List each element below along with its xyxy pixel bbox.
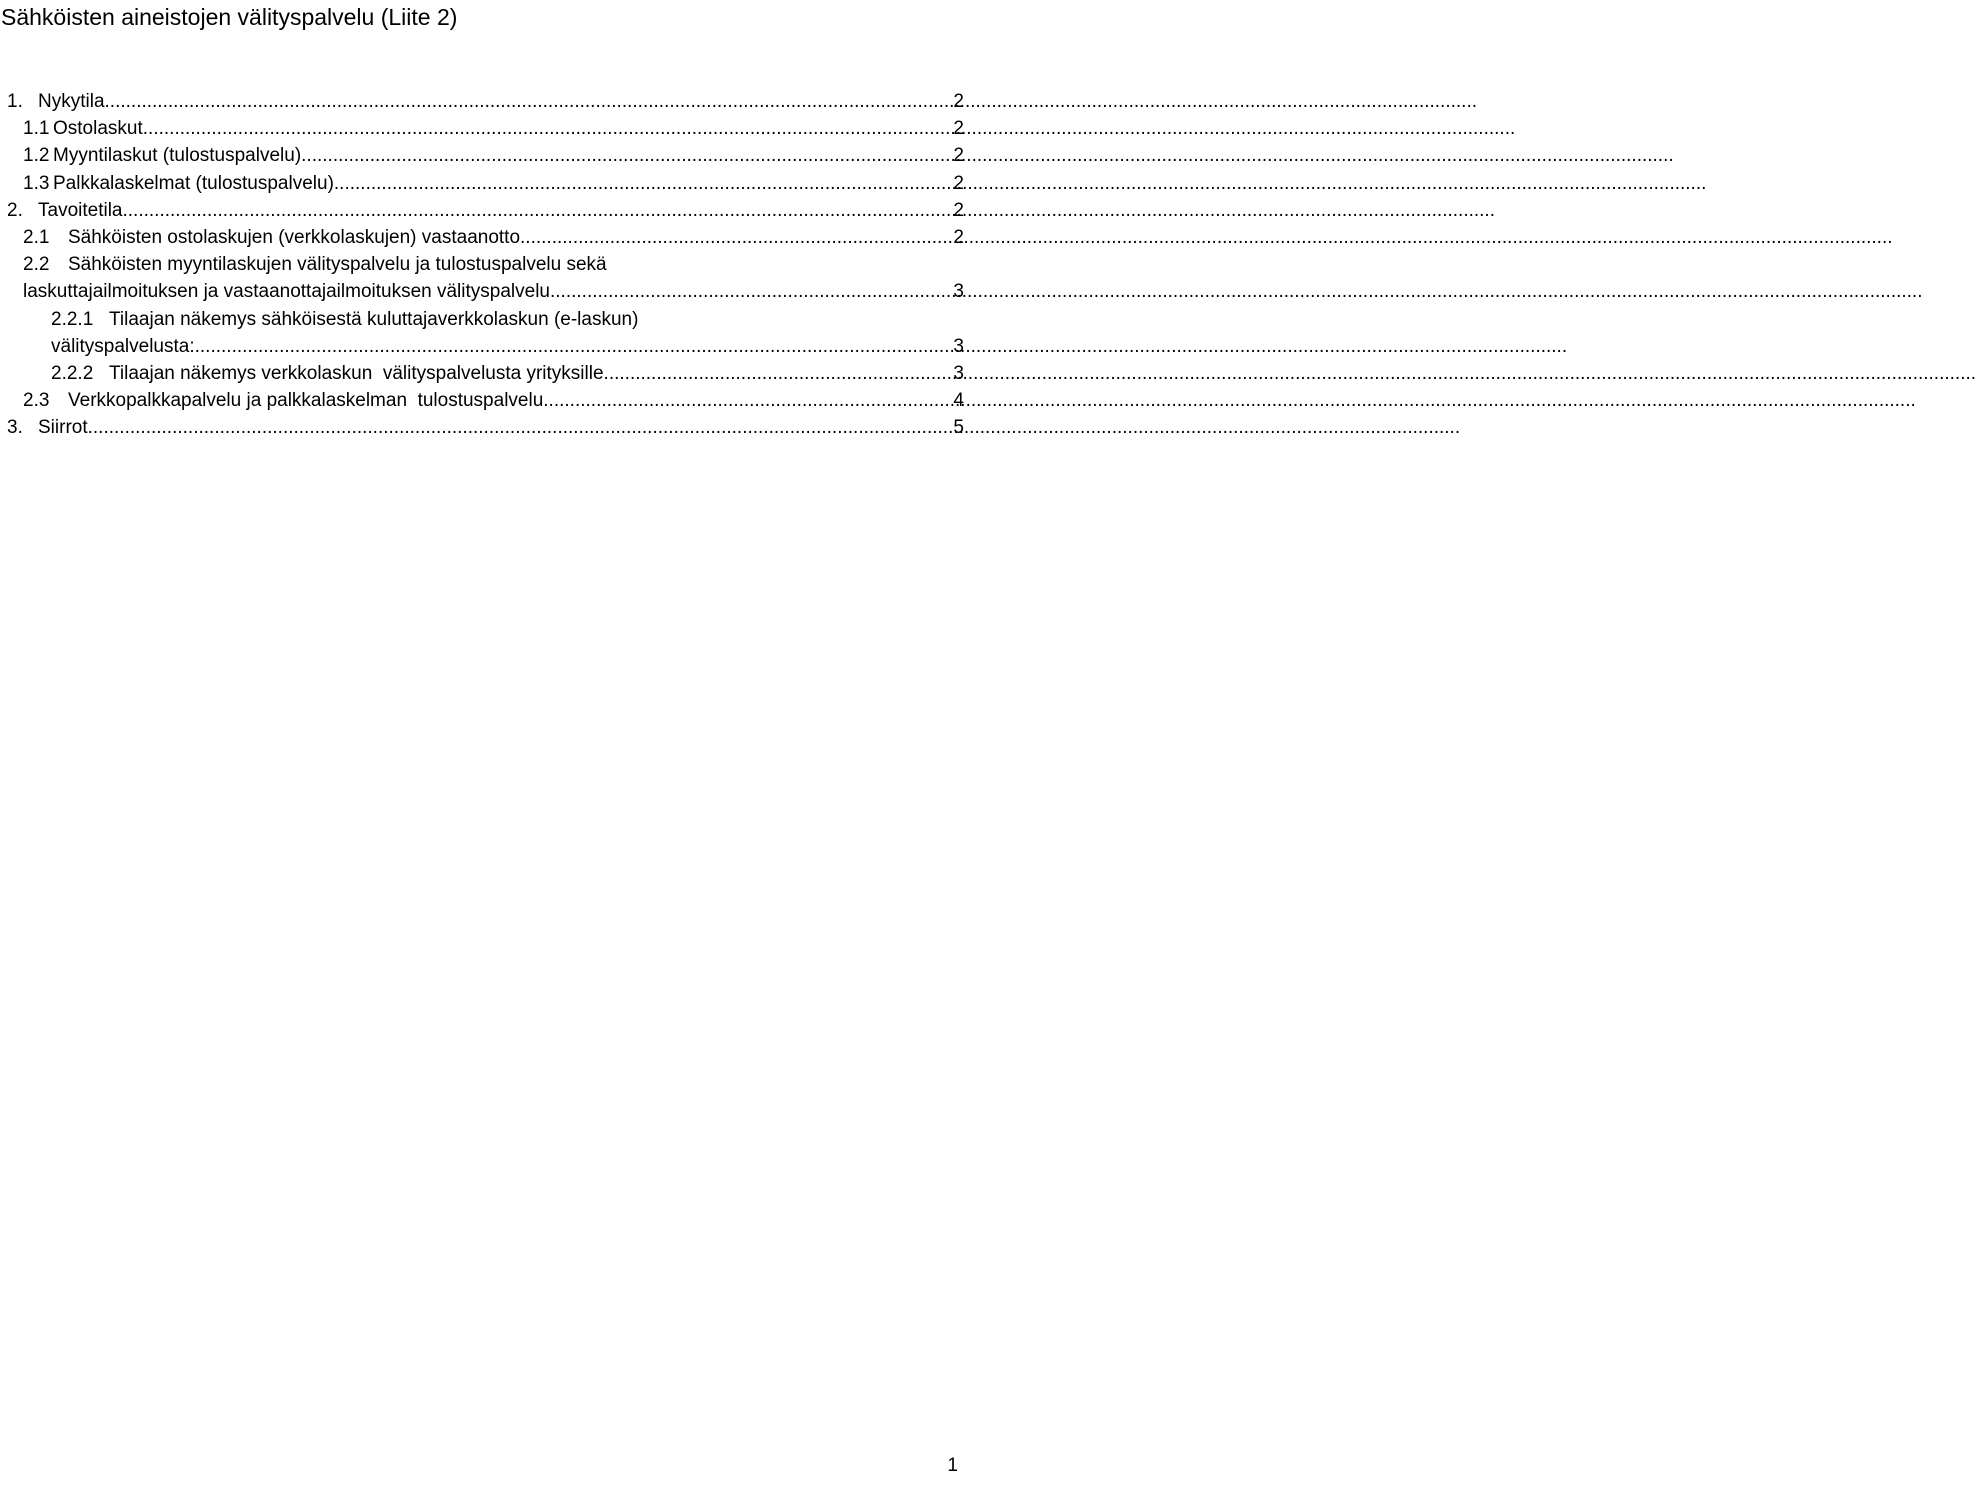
toc-entry-number: 3. [7,417,23,439]
toc-entry-page: 3 [953,362,964,384]
toc-entry-title: Sähköisten ostolaskujen (verkkolaskujen) vastaanotto [68,226,521,248]
toc-entry-page: 4 [953,390,964,412]
table-of-contents [0,88,964,441]
toc-entry-number: 2.2 [23,254,50,276]
toc-entry-page: 3 [953,335,964,357]
toc-entry-1-1[interactable] [0,115,964,142]
toc-entry-title: Tilaajan näkemys verkkolaskun välityspalvelusta yrityksille [109,362,604,384]
document-title: Sähköisten aineistojen välityspalvelu (Liite 2) [1,4,458,30]
toc-entry-title: Ostolaskut [53,118,143,140]
toc-leader-dots [105,88,953,115]
toc-entry-title-continued: välityspalvelusta: [51,335,195,357]
toc-entry-page: 2 [953,91,964,112]
toc-leader-dots [550,278,952,305]
toc-entry-title: Tavoitetila [38,199,123,221]
toc-entry-title: Tilaajan näkemys sähköisestä kuluttajaverkkolaskun (e-laskun) [109,308,639,330]
toc-entry-title-continued: laskuttajailmoituksen ja vastaanottajailmoituksen välityspalvelu [23,281,550,303]
toc-entry-number: 1.3 [23,172,50,194]
toc-entry-title: Siirrot [38,417,88,439]
toc-entry-number: 1. [7,91,23,112]
toc-entry-page: 2 [953,118,964,140]
toc-entry-title: Myyntilaskut (tulostuspalvelu) [53,145,302,167]
toc-entry-number: 2.2.1 [51,308,94,330]
toc-entry-number: 1.2 [23,145,50,167]
toc-leader-dots [604,360,953,387]
toc-entry-number: 2.3 [23,390,50,412]
toc-leader-dots [301,142,952,169]
toc-entry-2-2[interactable] [0,251,964,278]
toc-entry-number: 1.1 [23,118,50,140]
toc-leader-dots [543,387,952,414]
toc-leader-dots [123,197,953,224]
toc-entry-2-2-continued[interactable] [0,278,964,305]
toc-leader-dots [88,414,953,441]
toc-leader-dots [334,170,953,197]
toc-entry-page: 5 [953,417,964,439]
toc-leader-dots [143,115,953,142]
toc-entry-number: 2.1 [23,226,50,248]
toc-entry-3[interactable] [0,414,964,441]
toc-entry-title: Verkkopalkkapalvelu ja palkkalaskelman tulostuspalvelu [68,390,544,412]
toc-entry-page: 3 [953,281,964,303]
toc-entry-page: 2 [953,145,964,167]
toc-entry-1-2[interactable] [0,142,964,169]
toc-entry-2-2-2[interactable] [0,360,964,387]
toc-entry-number: 2. [7,199,23,221]
toc-entry-2[interactable] [0,197,964,224]
toc-leader-dots [195,333,953,360]
toc-entry-number: 2.2.2 [51,362,94,384]
toc-entry-title: Palkkalaskelmat (tulostuspalvelu) [53,172,334,194]
toc-entry-title: Sähköisten myyntilaskujen välityspalvelu ja tulostuspalvelu sekä [68,254,607,276]
page-number: 1 [947,1455,958,1476]
toc-entry-1[interactable] [0,88,964,115]
toc-leader-dots [520,224,952,251]
toc-entry-page: 2 [953,172,964,194]
toc-entry-page: 2 [953,226,964,248]
toc-entry-2-1[interactable] [0,224,964,251]
toc-entry-2-2-1[interactable] [0,306,964,333]
document-page [0,0,964,1488]
toc-entry-1-3[interactable] [0,170,964,197]
toc-entry-2-2-1-continued[interactable] [0,333,964,360]
toc-entry-title: Nykytila [38,91,105,112]
toc-entry-page: 2 [953,199,964,221]
toc-entry-2-3[interactable] [0,387,964,414]
